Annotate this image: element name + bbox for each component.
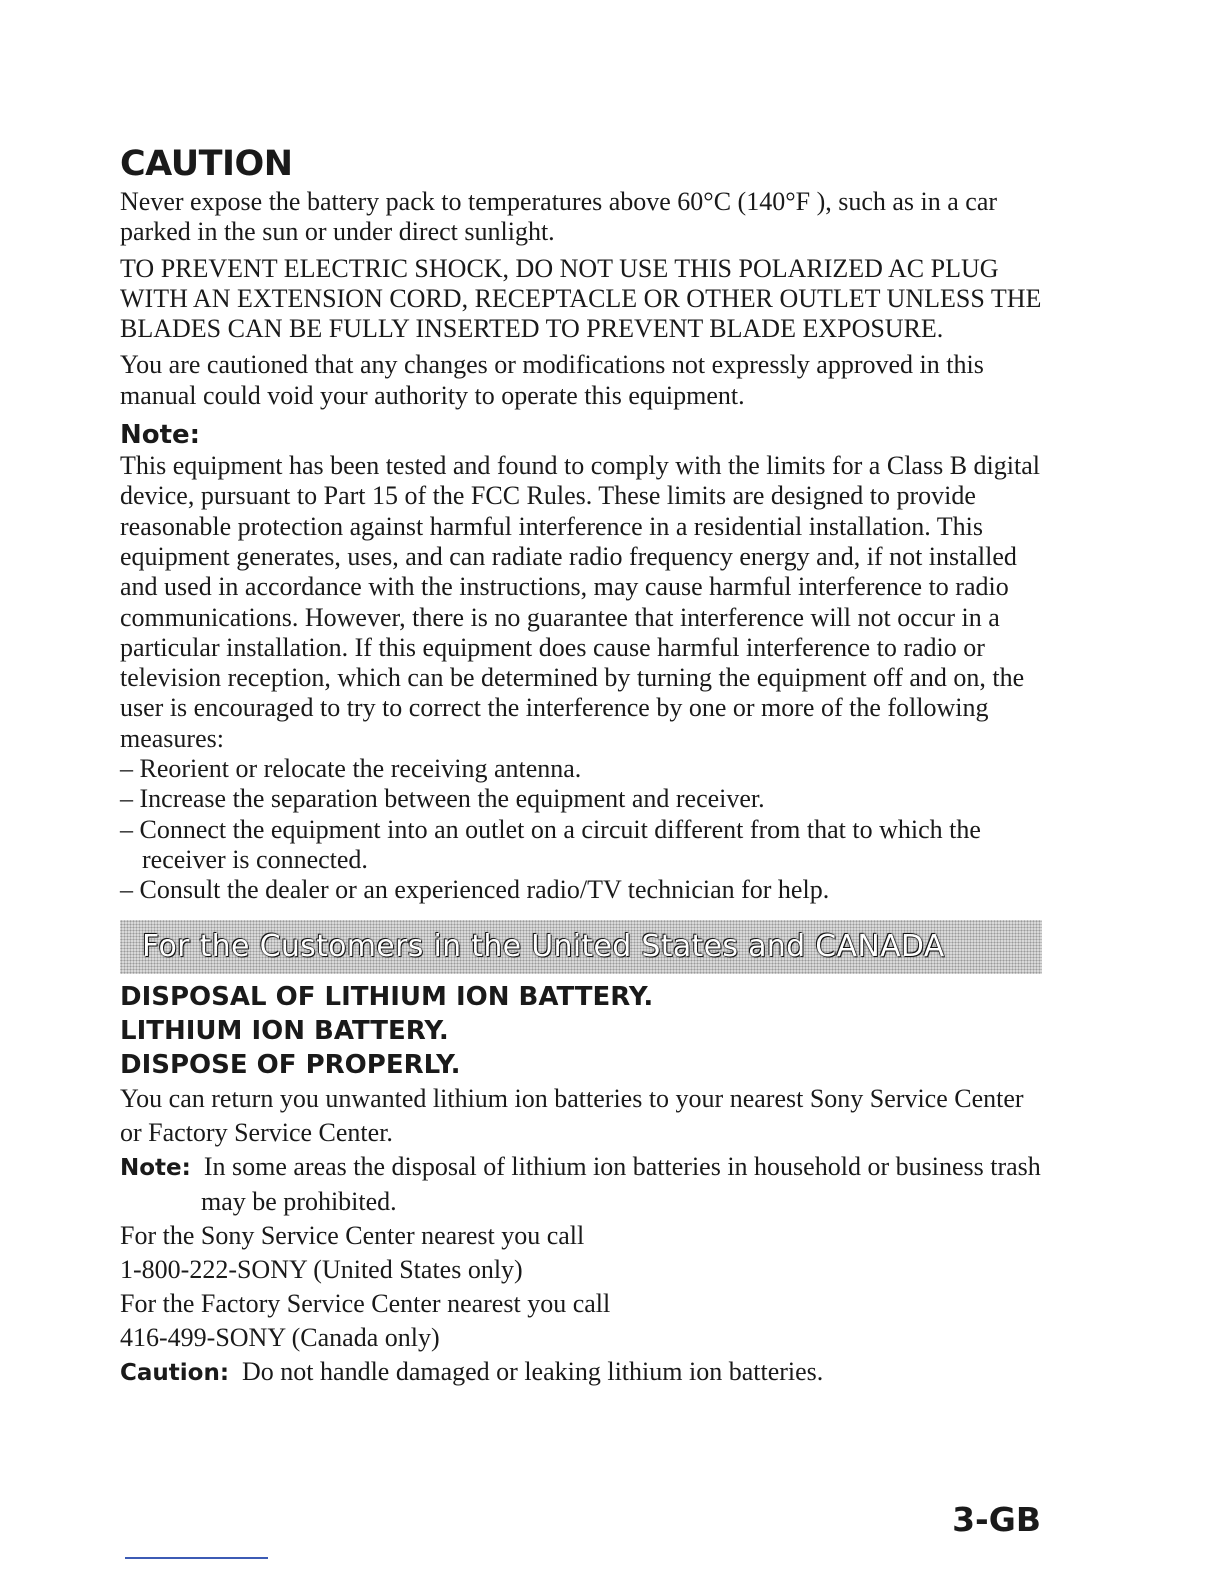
caution-electric-shock-text: TO PREVENT ELECTRIC SHOCK, DO NOT USE THIS POLARIZED AC PLUG WITH AN EXTENSION CORD, RECEPTACLE OR OTHER OUTLET UNLESS THE BLADES CAN BE FULLY INSERTED TO PREVENT BLADE EXPOSURE. — [120, 253, 1042, 344]
factory-phone: 416-499-SONY (Canada only) — [120, 1322, 440, 1352]
handling-caution-text: Do not handle damaged or leaking lithium ion batteries. — [242, 1356, 824, 1386]
list-item: – Increase the separation between the equipment and receiver. — [120, 784, 765, 814]
handling-caution — [120, 1355, 1045, 1390]
note-heading: Note: — [120, 420, 201, 451]
list-item: – Connect the equipment into an outlet on a circuit different from that to which the receiver is connected. — [120, 814, 981, 874]
caution-modifications-text: You are cautioned that any changes or modifications not expressly approved in this manual could void your authority to operate this equipment. — [120, 350, 984, 410]
sony-phone: 1-800-222-SONY (United States only) — [120, 1254, 523, 1284]
fcc-note-text: This equipment has been tested and found to comply with the limits for a Class B digital device, pursuant to Part 15 of the FCC Rules. These limits are designed to provide reasonable protection against harmful interference in a residential installation. This equipment generates, uses, and can radiate radio frequency energy and, if not installed and used in accordance with the instructions, may cause harmful interference to radio communications. However, there is no guarantee that interference will not occur in a particular installation. If this equipment does cause harmful interference to radio or television reception, which can be determined by turning the equipment off and on, the user is encouraged to try to correct the interference by one or more of the following measures: — [120, 451, 1040, 753]
caution-temperature-text: Never expose the battery pack to temperatures above 60°C (140°F ), such as in a car parked in the sun or under direct sunlight. — [120, 187, 998, 247]
sony-service-line: For the Sony Service Center nearest you call — [120, 1220, 585, 1250]
banner-text: For the Customers in the United States and CANADA — [142, 929, 945, 965]
return-batteries-text: You can return you unwanted lithium ion batteries to your nearest Sony Service Center or Factory Service Center. — [120, 1083, 1024, 1147]
disposal-heading-2: LITHIUM ION BATTERY. — [120, 1015, 449, 1046]
list-item: – Consult the dealer or an experienced radio/TV technician for help. — [120, 875, 830, 905]
footer-divider — [125, 1557, 268, 1559]
measures-list — [120, 754, 1045, 905]
list-item: – Reorient or relocate the receiving antenna. — [120, 754, 582, 784]
caution-heading: CAUTION — [120, 144, 293, 184]
page-content — [120, 143, 1045, 1390]
disposal-note-label: Note: — [120, 1154, 191, 1181]
disposal-heading-3: DISPOSE OF PROPERLY. — [120, 1049, 461, 1080]
customers-banner — [120, 920, 1042, 974]
factory-service-line: For the Factory Service Center nearest you call — [120, 1288, 611, 1318]
disposal-heading-1: DISPOSAL OF LITHIUM ION BATTERY. — [120, 981, 654, 1012]
disposal-note — [120, 1150, 1045, 1219]
disposal-note-text: In some areas the disposal of lithium ion batteries in household or business trash may be prohibited. — [201, 1151, 1041, 1216]
page-number: 3-GB — [952, 1500, 1041, 1539]
handling-caution-label: Caution: — [120, 1359, 230, 1386]
